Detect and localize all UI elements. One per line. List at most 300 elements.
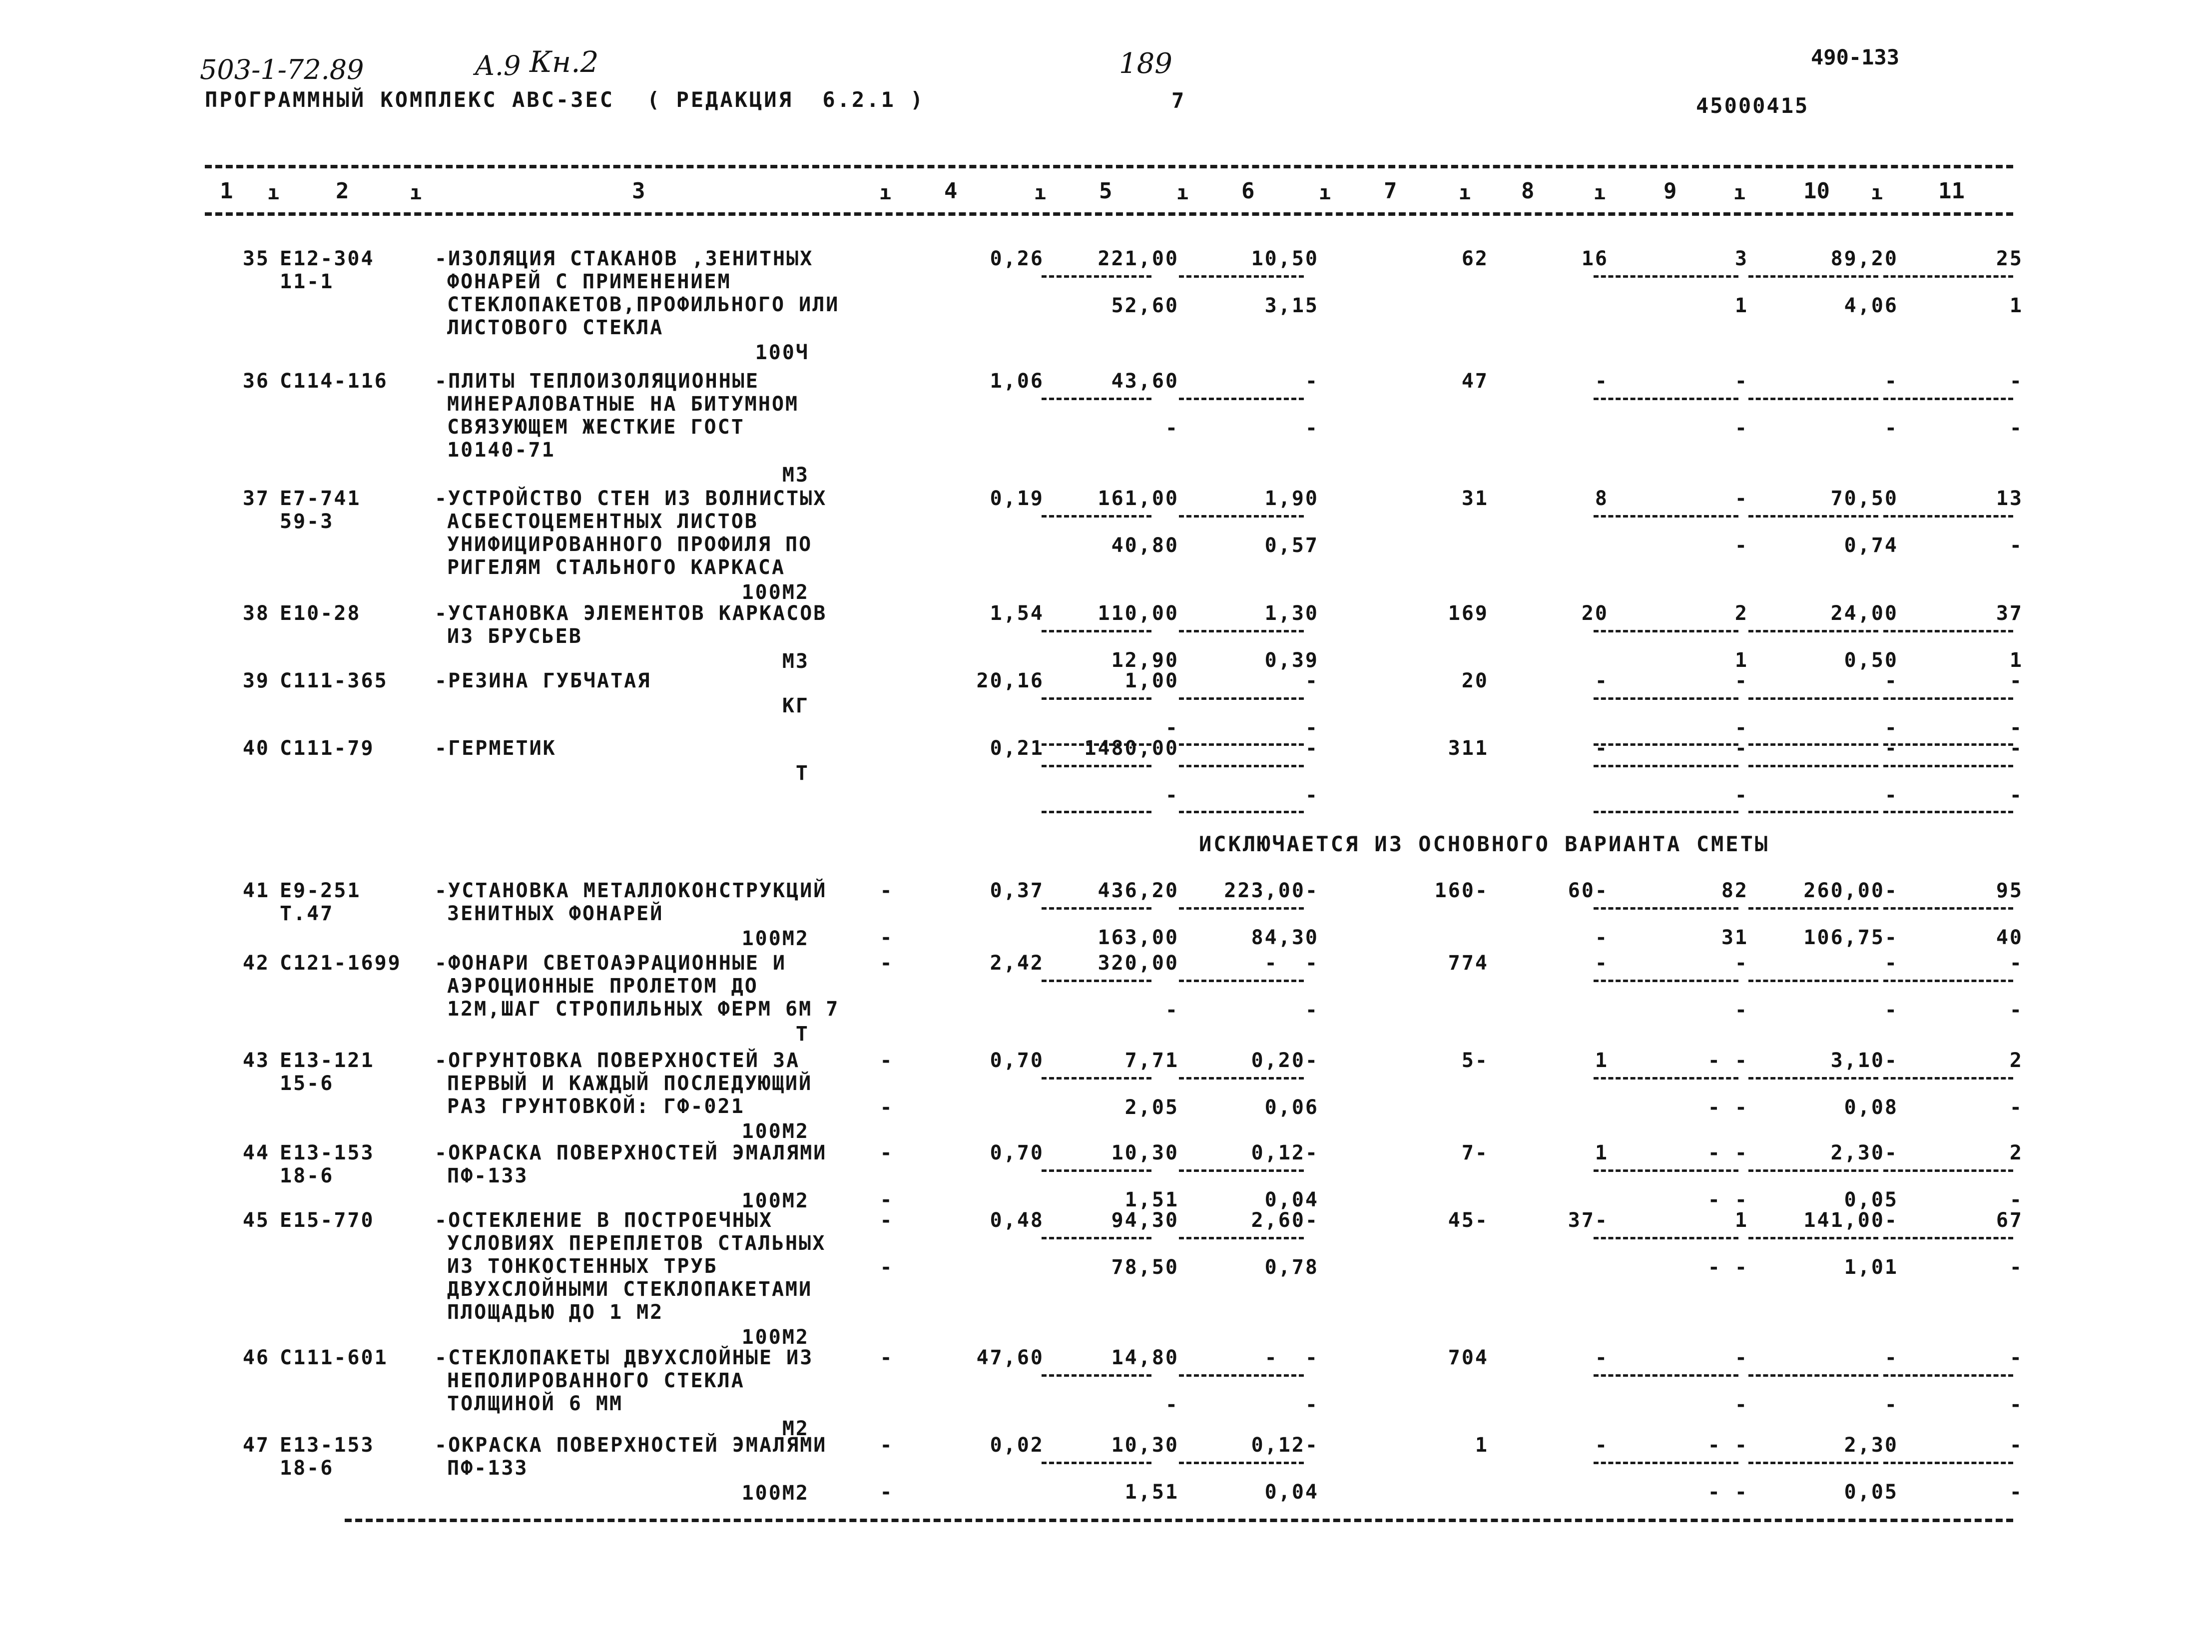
sub-rule	[1042, 1462, 1151, 1464]
sub-rule	[1042, 1237, 1151, 1239]
total-wage-value: 37-	[1568, 1209, 1609, 1232]
work-description: УНИФИЦИРОВАННОГО ПРОФИЛЯ ПО	[447, 533, 813, 556]
unit-cost-second: -	[1165, 716, 1179, 739]
labor-total-second: -	[2009, 784, 2023, 807]
work-description: 10140-71	[447, 439, 555, 462]
column-separator: ı	[879, 181, 892, 204]
sub-rule	[1179, 275, 1304, 278]
row-number: 45	[242, 1209, 270, 1232]
sub-rule	[1042, 697, 1151, 700]
unit-cost-second: -	[1165, 999, 1179, 1022]
doc-code: 503-1-72.89	[200, 54, 364, 85]
sub-rule	[1594, 398, 1738, 400]
machine-cost-value: - -	[1707, 1141, 1748, 1164]
labor-rate-value: -	[1884, 952, 1898, 975]
labor-total-value: 67	[1996, 1209, 2023, 1232]
total-cost-value: 20	[1461, 669, 1489, 692]
column-separator: ı	[1034, 181, 1047, 204]
machine-cost-second: - -	[1707, 1096, 1748, 1119]
total-cost-value: 62	[1461, 247, 1489, 270]
machine-cost-value: 2	[1734, 602, 1748, 625]
work-description: РАЗ ГРУНТОВКОЙ: ГФ-021	[447, 1095, 745, 1118]
wage-value: -	[1305, 370, 1319, 393]
resource-code-sub: 15-6	[280, 1072, 334, 1095]
unit-of-measure: 100М2	[741, 1120, 809, 1143]
header-rule	[205, 212, 2013, 216]
unit-cost-second: 163,00	[1098, 926, 1179, 949]
labor-total-second: 40	[1996, 926, 2023, 949]
sub-rule	[1042, 398, 1151, 400]
sub-rule	[1594, 1169, 1738, 1172]
work-description: УСЛОВИЯХ ПЕРЕПЛЕТОВ СТАЛЬНЫХ	[447, 1232, 826, 1255]
sub-rule	[1748, 630, 1878, 632]
sub-rule	[1883, 1237, 2013, 1239]
resource-code: Е13-153	[280, 1141, 375, 1164]
edition-label: ( РЕДАКЦИЯ 6.2.1 )	[647, 87, 925, 112]
work-description: -УСТАНОВКА МЕТАЛЛОКОНСТРУКЦИЙ	[435, 879, 827, 902]
sub-rule	[1748, 1237, 1878, 1239]
exclusion-note: ИСКЛЮЧАЕТСЯ ИЗ ОСНОВНОГО ВАРИАНТА СМЕТЫ	[1199, 832, 1770, 856]
wage-second: 0,04	[1264, 1481, 1319, 1504]
sub-rule	[1748, 980, 1878, 982]
work-description: -ОГРУНТОВКА ПОВЕРХНОСТЕЙ ЗА	[435, 1049, 800, 1072]
work-description: -УСТРОЙСТВО СТЕН ИЗ ВОЛНИСТЫХ	[435, 487, 827, 510]
unit-cost-value: 43,60	[1111, 370, 1179, 393]
labor-total-second: -	[2009, 1481, 2023, 1504]
machine-cost-value: -	[1734, 952, 1748, 975]
sub-rule	[1883, 1077, 2013, 1080]
quantity-value: 0,70	[990, 1049, 1044, 1072]
total-wage-second: -	[1595, 926, 1609, 949]
dash-mark: -	[880, 1481, 894, 1504]
sub-rule	[1594, 980, 1738, 982]
quantity-value: 1,06	[990, 370, 1044, 393]
bottom-rule	[345, 1519, 2013, 1522]
sub-rule	[1883, 630, 2013, 632]
labor-total-value: 37	[1996, 602, 2023, 625]
work-description: -ОСТЕКЛЕНИЕ В ПОСТРОЕЧНЫХ	[435, 1209, 773, 1232]
column-separator: ı	[267, 181, 280, 204]
column-number: 8	[1521, 178, 1535, 204]
work-description: ФОНАРЕЙ С ПРИМЕНЕНИЕМ	[447, 270, 731, 293]
machine-cost-value: - -	[1707, 1434, 1748, 1457]
labor-total-value: 13	[1996, 487, 2023, 510]
sub-rule	[1042, 1077, 1151, 1080]
column-separator: ı	[1176, 181, 1189, 204]
labor-total-value: -	[2009, 1434, 2023, 1457]
machine-cost-second: -	[1734, 784, 1748, 807]
column-separator: ı	[1459, 181, 1471, 204]
work-description: -ОКРАСКА ПОВЕРХНОСТЕЙ ЭМАЛЯМИ	[435, 1141, 827, 1164]
labor-rate-value: -	[1884, 669, 1898, 692]
sub-rule	[1748, 1077, 1878, 1080]
labor-rate-second: 0,08	[1844, 1096, 1898, 1119]
row-number: 35	[242, 247, 270, 270]
unit-of-measure: 100М2	[741, 581, 809, 604]
machine-cost-value: 82	[1721, 879, 1748, 902]
column-number: 11	[1938, 178, 1965, 204]
total-wage-value: 1	[1595, 1141, 1609, 1164]
labor-rate-second: 0,74	[1844, 534, 1898, 557]
dash-mark: -	[880, 1434, 894, 1457]
work-description: ЗЕНИТНЫХ ФОНАРЕЙ	[447, 902, 664, 925]
top-rule	[205, 165, 2013, 168]
column-header	[0, 172, 2212, 207]
machine-cost-second: -	[1734, 534, 1748, 557]
column-number: 6	[1241, 178, 1255, 204]
unit-cost-second: 40,80	[1111, 534, 1179, 557]
work-description: РИГЕЛЯМ СТАЛЬНОГО КАРКАСА	[447, 556, 786, 579]
machine-cost-value: -	[1734, 1346, 1748, 1369]
unit-cost-value: 161,00	[1098, 487, 1179, 510]
total-wage-value: -	[1595, 737, 1609, 760]
work-description: 12М,ШАГ СТРОПИЛЬНЫХ ФЕРМ 6М 7	[447, 998, 840, 1021]
resource-code: С111-79	[280, 737, 375, 760]
sub-rule	[1883, 398, 2013, 400]
quantity-value: 2,42	[990, 952, 1044, 975]
sub-rule	[1179, 1169, 1304, 1172]
sub-rule	[1883, 907, 2013, 910]
unit-cost-value: 1,00	[1124, 669, 1179, 692]
unit-cost-second: -	[1165, 417, 1179, 440]
work-description: СВЯЗУЮЩЕМ ЖЕСТКИЕ ГОСТ	[447, 416, 745, 439]
quantity-value: 0,19	[990, 487, 1044, 510]
unit-cost-second: -	[1165, 1393, 1179, 1416]
dash-mark: -	[880, 1096, 894, 1119]
work-description: -ГЕРМЕТИК	[435, 737, 556, 760]
sub-rule	[1179, 515, 1304, 518]
work-description: ПЕРВЫЙ И КАЖДЫЙ ПОСЛЕДУЮЩИЙ	[447, 1072, 813, 1095]
unit-cost-second: 1,51	[1124, 1188, 1179, 1211]
column-number: 1	[220, 178, 233, 204]
quantity-value: 20,16	[976, 669, 1044, 692]
sub-rule	[1748, 907, 1878, 910]
sub-rule	[1042, 630, 1151, 632]
dash-mark: -	[880, 1256, 894, 1279]
resource-code: С114-116	[280, 370, 388, 393]
sub-rule	[1594, 1237, 1738, 1239]
machine-cost-second: -	[1734, 417, 1748, 440]
unit-cost-value: 14,80	[1111, 1346, 1179, 1369]
labor-rate-value: 141,00-	[1803, 1209, 1898, 1232]
column-number: 10	[1803, 178, 1830, 204]
sub-rule	[1179, 907, 1304, 910]
sub-rule	[1179, 1462, 1304, 1464]
labor-total-second: -	[2009, 417, 2023, 440]
unit-cost-value: 10,30	[1111, 1434, 1179, 1457]
wage-second: -	[1305, 999, 1319, 1022]
unit-of-measure: Т	[795, 1023, 809, 1046]
work-description: ЛИСТОВОГО СТЕКЛА	[447, 316, 664, 339]
total-wage-value: -	[1595, 952, 1609, 975]
labor-rate-second: -	[1884, 417, 1898, 440]
resource-code: С111-365	[280, 669, 388, 692]
total-cost-value: 31	[1461, 487, 1489, 510]
unit-cost-value: 10,30	[1111, 1141, 1179, 1164]
sub-rule	[1748, 1462, 1878, 1464]
total-cost-value: 311	[1448, 737, 1489, 760]
labor-rate-second: 0,05	[1844, 1188, 1898, 1211]
wage-second: -	[1305, 784, 1319, 807]
dash-mark: -	[880, 1188, 894, 1211]
row-number: 42	[242, 952, 270, 975]
labor-rate-value: 89,20	[1830, 247, 1898, 270]
unit-cost-second: 2,05	[1124, 1096, 1179, 1119]
machine-cost-value: -	[1734, 737, 1748, 760]
resource-code: Е7-741	[280, 487, 361, 510]
labor-rate-second: 4,06	[1844, 294, 1898, 317]
unit-cost-second: 12,90	[1111, 649, 1179, 672]
unit-cost-value: 1480,00	[1084, 737, 1179, 760]
labor-rate-second: -	[1884, 716, 1898, 739]
wage-value: -	[1305, 669, 1319, 692]
wage-value: 0,20-	[1251, 1049, 1319, 1072]
machine-cost-second: - -	[1707, 1188, 1748, 1211]
work-description: ПФ-133	[447, 1164, 529, 1187]
resource-code-sub: 18-6	[280, 1457, 334, 1480]
sub-rule	[1179, 630, 1304, 632]
work-description: -ПЛИТЫ ТЕПЛОИЗОЛЯЦИОННЫЕ	[435, 370, 759, 393]
sub-rule	[1748, 765, 1878, 767]
wage-value: 0,12-	[1251, 1141, 1319, 1164]
work-description: -ОКРАСКА ПОВЕРХНОСТЕЙ ЭМАЛЯМИ	[435, 1434, 827, 1457]
unit-of-measure: 100Ч	[755, 341, 809, 364]
column-number: 5	[1099, 178, 1112, 204]
sub-rule	[1179, 1374, 1304, 1377]
total-cost-value: 160-	[1434, 879, 1489, 902]
labor-total-second: 1	[2009, 294, 2023, 317]
work-description: МИНЕРАЛОВАТНЫЕ НА БИТУМНОМ	[447, 393, 799, 416]
machine-cost-second: 1	[1734, 649, 1748, 672]
sub-rule	[1042, 907, 1151, 910]
unit-of-measure: М3	[782, 464, 809, 487]
unit-of-measure: 100М2	[741, 1326, 809, 1349]
column-separator: ı	[1594, 181, 1606, 204]
total-wage-value: 1	[1595, 1049, 1609, 1072]
sub-rule	[1748, 811, 1878, 813]
labor-total-second: -	[2009, 1188, 2023, 1211]
unit-cost-second: 1,51	[1124, 1481, 1179, 1504]
labor-total-value: -	[2009, 1346, 2023, 1369]
wage-second: 0,78	[1264, 1256, 1319, 1279]
sub-rule	[1883, 1169, 2013, 1172]
sub-rule	[1594, 515, 1738, 518]
total-cost-value: 1	[1475, 1434, 1489, 1457]
sub-rule	[1748, 275, 1878, 278]
machine-cost-value: -	[1734, 487, 1748, 510]
unit-cost-value: 320,00	[1098, 952, 1179, 975]
quantity-value: 0,26	[990, 247, 1044, 270]
labor-total-second: -	[2009, 534, 2023, 557]
work-description: -РЕЗИНА ГУБЧАТАЯ	[435, 669, 651, 692]
total-cost-value: 45-	[1448, 1209, 1489, 1232]
labor-rate-second: 1,01	[1844, 1256, 1898, 1279]
labor-rate-value: -	[1884, 737, 1898, 760]
row-number: 41	[242, 879, 270, 902]
program-title: ПРОГРАММНЫЙ КОМПЛЕКС АВС-3ЕС	[205, 87, 615, 112]
dash-mark: -	[880, 952, 894, 975]
labor-total-second: 1	[2009, 649, 2023, 672]
total-cost-value: 704	[1448, 1346, 1489, 1369]
quantity-value: 0,37	[990, 879, 1044, 902]
sub-rule	[1179, 697, 1304, 700]
machine-cost-value: 1	[1734, 1209, 1748, 1232]
quantity-value: 0,48	[990, 1209, 1044, 1232]
unit-cost-second: -	[1165, 784, 1179, 807]
total-cost-value: 774	[1448, 952, 1489, 975]
wage-value: - -	[1264, 1346, 1319, 1369]
sub-rule	[1042, 1169, 1151, 1172]
total-wage-value: -	[1595, 370, 1609, 393]
work-description: ДВУХСЛОЙНЫМИ СТЕКЛОПАКЕТАМИ	[447, 1278, 813, 1301]
page-number: 7	[1171, 88, 1184, 113]
album-label: А.9	[475, 50, 521, 81]
labor-total-value: -	[2009, 737, 2023, 760]
row-number: 36	[242, 370, 270, 393]
total-cost-value: 7-	[1461, 1141, 1489, 1164]
sub-rule	[1042, 811, 1151, 813]
total-wage-value: -	[1595, 1434, 1609, 1457]
dash-mark: -	[880, 879, 894, 902]
sub-rule	[1042, 1374, 1151, 1377]
unit-of-measure: 100М2	[741, 1189, 809, 1212]
labor-rate-value: 3,10-	[1830, 1049, 1898, 1072]
labor-rate-value: 70,50	[1830, 487, 1898, 510]
column-number: 3	[632, 178, 645, 204]
resource-code-sub: 11-1	[280, 270, 334, 293]
wage-second: 3,15	[1264, 294, 1319, 317]
wage-value: 223,00-	[1224, 879, 1319, 902]
handwritten-page-number: 189	[1119, 47, 1172, 80]
sub-rule	[1883, 1462, 2013, 1464]
resource-code: Е15-770	[280, 1209, 375, 1232]
sub-rule	[1883, 980, 2013, 982]
work-description: -УСТАНОВКА ЭЛЕМЕНТОВ КАРКАСОВ	[435, 602, 827, 625]
work-description: ТОЛЩИНОЙ 6 ММ	[447, 1392, 623, 1415]
dash-mark: -	[880, 1049, 894, 1072]
total-cost-value: 47	[1461, 370, 1489, 393]
sub-rule	[1594, 630, 1738, 632]
wage-second: -	[1305, 417, 1319, 440]
labor-total-value: 95	[1996, 879, 2023, 902]
machine-cost-second: -	[1734, 716, 1748, 739]
labor-rate-second: 106,75-	[1803, 926, 1898, 949]
sub-rule	[1179, 398, 1304, 400]
labor-total-value: -	[2009, 952, 2023, 975]
column-separator: ı	[1871, 181, 1883, 204]
unit-cost-value: 221,00	[1098, 247, 1179, 270]
labor-total-second: -	[2009, 999, 2023, 1022]
wage-value: 2,60-	[1251, 1209, 1319, 1232]
column-number: 7	[1384, 178, 1397, 204]
sub-rule	[1042, 515, 1151, 518]
sub-rule	[1594, 275, 1738, 278]
sub-rule	[1883, 515, 2013, 518]
document-id: 45000415	[1696, 93, 1809, 118]
unit-of-measure: Т	[795, 762, 809, 785]
labor-total-second: -	[2009, 1096, 2023, 1119]
sub-rule	[1748, 398, 1878, 400]
wage-second: 0,06	[1264, 1096, 1319, 1119]
sub-rule	[1179, 980, 1304, 982]
sub-rule	[1594, 907, 1738, 910]
work-description: ИЗ ТОНКОСТЕННЫХ ТРУБ	[447, 1255, 718, 1278]
total-cost-value: 5-	[1461, 1049, 1489, 1072]
labor-total-second: -	[2009, 1393, 2023, 1416]
wage-second: 0,39	[1264, 649, 1319, 672]
dash-mark: -	[880, 1141, 894, 1164]
quantity-value: 0,02	[990, 1434, 1044, 1457]
quantity-value: 47,60	[976, 1346, 1044, 1369]
unit-of-measure: М3	[782, 650, 809, 673]
row-number: 43	[242, 1049, 270, 1072]
total-wage-value: 20	[1581, 602, 1609, 625]
labor-total-value: -	[2009, 669, 2023, 692]
wage-second: -	[1305, 716, 1319, 739]
wage-second: 0,04	[1264, 1188, 1319, 1211]
labor-total-value: 2	[2009, 1049, 2023, 1072]
machine-cost-value: 3	[1734, 247, 1748, 270]
labor-rate-value: 260,00-	[1803, 879, 1898, 902]
sub-rule	[1042, 275, 1151, 278]
sub-rule	[1883, 811, 2013, 813]
column-separator: ı	[1319, 181, 1331, 204]
row-number: 38	[242, 602, 270, 625]
column-number: 9	[1663, 178, 1677, 204]
unit-cost-value: 94,30	[1111, 1209, 1179, 1232]
labor-total-value: 2	[2009, 1141, 2023, 1164]
machine-cost-value: -	[1734, 370, 1748, 393]
resource-code: Е13-153	[280, 1434, 375, 1457]
unit-cost-value: 110,00	[1098, 602, 1179, 625]
total-wage-value: -	[1595, 669, 1609, 692]
sub-rule	[1594, 1462, 1738, 1464]
work-description: НЕПОЛИРОВАННОГО СТЕКЛА	[447, 1369, 745, 1392]
sub-rule	[1748, 1374, 1878, 1377]
labor-rate-second: -	[1884, 1393, 1898, 1416]
row-number: 46	[242, 1346, 270, 1369]
wage-second: 0,57	[1264, 534, 1319, 557]
total-wage-value: 60-	[1568, 879, 1609, 902]
sub-rule	[1179, 811, 1304, 813]
total-wage-value: 8	[1595, 487, 1609, 510]
row-number: 47	[242, 1434, 270, 1457]
unit-of-measure: 100М2	[741, 1482, 809, 1505]
column-number: 2	[336, 178, 349, 204]
sub-rule	[1594, 697, 1738, 700]
unit-cost-second: 52,60	[1111, 294, 1179, 317]
work-description: -ФОНАРИ СВЕТОАЭРАЦИОННЫЕ И	[435, 952, 787, 975]
machine-cost-value: -	[1734, 669, 1748, 692]
column-number: 4	[944, 178, 958, 204]
total-cost-value: 169	[1448, 602, 1489, 625]
book-label: Кн.2	[530, 45, 599, 79]
wage-value: 10,50	[1251, 247, 1319, 270]
column-separator: ı	[410, 181, 422, 204]
total-wage-value: 16	[1581, 247, 1609, 270]
labor-total-second: -	[2009, 716, 2023, 739]
unit-cost-second: 78,50	[1111, 1256, 1179, 1279]
labor-rate-second: -	[1884, 999, 1898, 1022]
work-description: -ИЗОЛЯЦИЯ СТАКАНОВ ,ЗЕНИТНЫХ	[435, 247, 814, 270]
sub-rule	[1179, 1237, 1304, 1239]
work-description: ПФ-133	[447, 1457, 529, 1480]
sub-rule	[1748, 1169, 1878, 1172]
wage-value: 0,12-	[1251, 1434, 1319, 1457]
work-description: АСБЕСТОЦЕМЕНТНЫХ ЛИСТОВ	[447, 510, 758, 533]
row-number: 44	[242, 1141, 270, 1164]
machine-cost-second: -	[1734, 999, 1748, 1022]
